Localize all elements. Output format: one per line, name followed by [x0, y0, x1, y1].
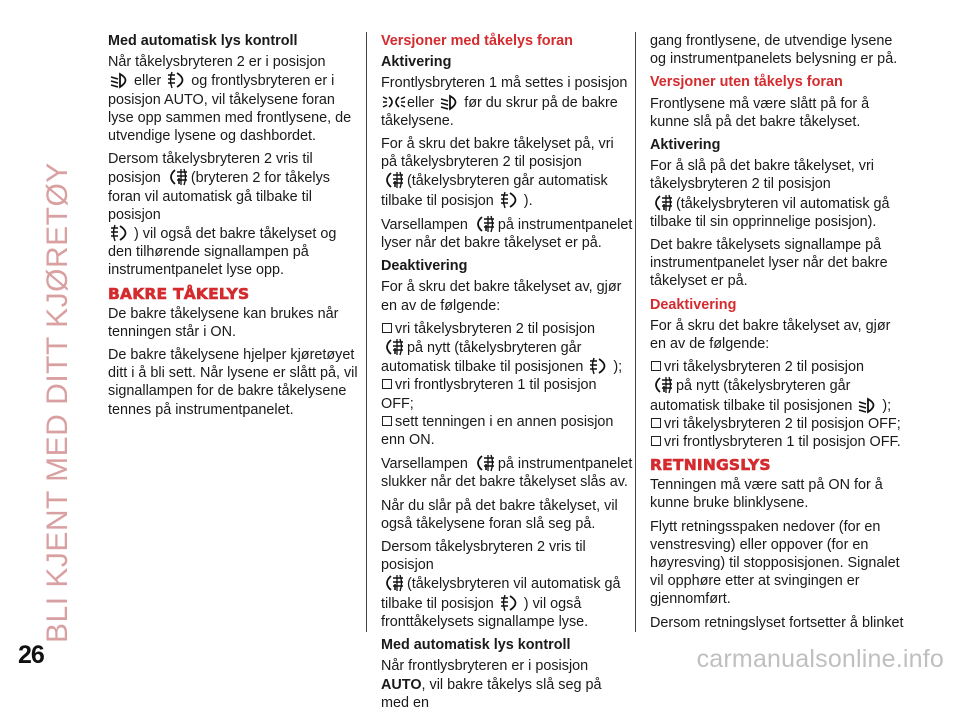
- paragraph-switch-rear-fog: Dersom tåkelysbryteren 2 vris til posisjon (bryteren 2 for tåkelys foran vil automatisk gå tilbake til posisjon ) vil også det bakre tåkelyset og den tilhørende signallampen på instrumentpanelet lyse opp.: [108, 151, 337, 279]
- paragraph-switch-rear-fog-2: Dersom tåkelysbryteren 2 vris til posisjon (tåkelysbryteren vil automatisk gå tilbake til posisjon ) vil også fronttåkelysets signallampe lyse.: [381, 539, 621, 630]
- checkbox-bullet-icon: [382, 379, 392, 389]
- rear-fog-light-icon: [651, 376, 675, 394]
- checkbox-bullet-icon: [651, 418, 661, 428]
- rear-fog-light-icon: [382, 338, 406, 356]
- paragraph-turn-off-intro-2: For å skru det bakre tåkelyset av, gjør en av de følgende:: [650, 317, 891, 353]
- rear-fog-light-icon: [473, 454, 497, 472]
- paragraph-warning-lamp-on: Varsellampen på instrumentpanelet lyser når det bakre tåkelyset er på.: [381, 216, 633, 252]
- paragraph-turn-on-rear-fog: For å skru det bakre tåkelyset på, vri på tåkelysbryteren 2 til posisjon (tåkelysbryteren går automatisk tilbake til posisjon ).: [381, 136, 614, 209]
- list-item: vri tåkelysbryteren 2 til posisjon OFF;: [650, 415, 904, 433]
- side-section-title: [22, 3, 82, 643]
- front-fog-light-icon: [109, 224, 133, 242]
- heading-auto-light-control: Med automatisk lys kontroll: [108, 33, 298, 49]
- paragraph-ignition-on: Tenningen må være satt på ON for å kunne bruke blinklysene.: [650, 477, 883, 512]
- front-fog-light-icon: [166, 71, 190, 89]
- paragraph-front-fog-with-rear: Når du slår på det bakre tåkelyset, vil også tåkelysene foran slå seg på.: [381, 497, 618, 532]
- rear-fog-light-icon: [651, 194, 675, 212]
- paragraph-rear-fog-ignition: De bakre tåkelysene kan brukes når tenningen står i ON.: [108, 305, 339, 340]
- column-1: [108, 32, 358, 424]
- side-title-text: BLI KJENT MED DITT KJØRETØY: [41, 162, 74, 643]
- rear-fog-light-icon: [473, 215, 497, 233]
- heading-activation: Aktivering: [381, 54, 452, 71]
- paragraph-turn-off-intro: For å skru det bakre tåkelyset av, gjør en av de følgende:: [381, 279, 622, 314]
- column-divider-2: [635, 32, 636, 632]
- paragraph-signal-continues: Dersom retningslyset fortsetter å blinket: [650, 614, 904, 631]
- paragraph-turn-on-rear-fog-2: For å slå på det bakre tåkelyset, vri tåkelysbryteren 2 til posisjon (tåkelysbryteren vil automatisk gå tilbake til sin opprinnelige posisjon).: [650, 158, 890, 230]
- rear-fog-light-icon: [382, 171, 406, 189]
- paragraph-warning-lamp-off: Varsellampen på instrumentpanelet slukker når det bakre tåkelyset slås av.: [381, 456, 633, 491]
- column-3: [650, 32, 904, 637]
- heading-without-front-fog: Versjoner uten tåkelys foran: [650, 74, 843, 91]
- checkbox-bullet-icon: [382, 323, 392, 333]
- list-item: sett tenningen i en annen posisjon enn ON.: [381, 413, 614, 449]
- paragraph-rear-fog-visibility: De bakre tåkelysene hjelper kjøretøyet ditt i å bli sett. Når lysene er slått på, vil signallampen for de bakre tåkelysene tennes på instrumentpanelet.: [108, 347, 358, 418]
- paragraph-headlight-position: Frontlysbryteren 1 må settes i posisjon eller før du skrur på de bakre tåkelysene.: [381, 75, 628, 129]
- list-item: vri tåkelysbryteren 2 til posisjon på nytt (tåkelysbryteren går automatisk tilbake til posisjonen );: [650, 359, 892, 414]
- column-divider-1: [366, 32, 367, 632]
- paragraph-headlights-required: Frontlysene må være slått på for å kunne slå på det bakre tåkelyset.: [650, 95, 870, 130]
- front-fog-light-icon: [499, 594, 523, 612]
- rear-fog-light-icon: [382, 574, 406, 592]
- paragraph-auto-front-fog: Når tåkelysbryteren 2 er i posisjon eller og frontlysbryteren er i posisjon AUTO, vil tåkelysene foran lyse opp sammen med frontlysene, de utvendige lysene og dashbordet.: [108, 54, 352, 145]
- list-item: vri frontlysbryteren 1 til posisjon OFF;: [381, 377, 597, 412]
- low-beam-icon: [109, 71, 133, 89]
- column-2: [381, 32, 633, 717]
- section-title-turn-signals: RETNINGSLYS: [650, 456, 771, 475]
- rear-fog-light-icon: [166, 168, 190, 186]
- checkbox-bullet-icon: [651, 436, 661, 446]
- paragraph-auto-rear-fog: Når frontlysbryteren er i posisjon AUTO, vil bakre tåkelys slå seg på med en: [381, 658, 602, 711]
- checkbox-bullet-icon: [651, 361, 661, 371]
- heading-deactivation-2: Deaktivering: [650, 296, 737, 313]
- paragraph-continued: gang frontlysene, de utvendige lysene og instrumentpanelets belysning er på.: [650, 33, 898, 68]
- heading-with-front-fog: Versjoner med tåkelys foran: [381, 33, 573, 49]
- list-item: vri frontlysbryteren 1 til posisjon OFF.: [650, 433, 904, 451]
- section-title-rear-fog: BAKRE TÅKELYS: [108, 284, 250, 303]
- list-item: vri tåkelysbryteren 2 til posisjon på nytt (tåkelysbryteren går automatisk tilbake til posisjonen );: [381, 320, 623, 376]
- position-light-icon: [382, 93, 406, 111]
- heading-deactivation: Deaktivering: [381, 258, 468, 275]
- watermark: carmanualsonline.info: [696, 645, 944, 673]
- paragraph-signal-lamp: Det bakre tåkelysets signallampe på instrumentpanelet lyser når det bakre tåkelyset er på.: [650, 237, 888, 290]
- front-fog-light-icon: [499, 191, 523, 209]
- checkbox-bullet-icon: [382, 416, 392, 426]
- heading-auto-light-control-2: Med automatisk lys kontroll: [381, 637, 571, 654]
- low-beam-icon: [857, 396, 881, 414]
- front-fog-light-icon: [588, 357, 612, 375]
- low-beam-icon: [439, 93, 463, 111]
- paragraph-turn-lever: Flytt retningsspaken nedover (for en venstresving) eller oppover (for en høyresving) til stopposisjonen. Signalet vil opphøre etter at svingingen er gjennomført.: [650, 518, 900, 608]
- heading-activation-2: Aktivering: [650, 137, 721, 154]
- page-number: 26: [18, 641, 44, 669]
